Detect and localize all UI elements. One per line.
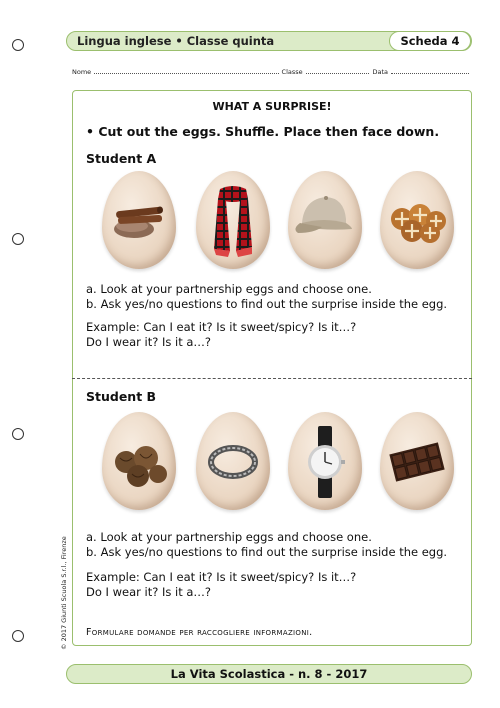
egg-card[interactable]	[380, 171, 454, 269]
student-b-line-a: a. Look at your partnership eggs and choose one.	[86, 530, 372, 544]
hot-cross-buns-icon	[380, 171, 454, 269]
egg-row-b	[102, 412, 462, 512]
student-b-example-1: Example: Can I eat it? Is it sweet/spicy? Is it…?	[86, 570, 357, 584]
student-a-example-2: Do I wear it? Is it a…?	[86, 335, 212, 349]
chocolate-icon	[380, 412, 454, 510]
student-a-heading: Student A	[86, 151, 157, 166]
egg-card[interactable]	[288, 171, 362, 269]
student-a-line-b: b. Ask yes/no questions to find out the surprise inside the egg.	[86, 297, 448, 311]
learning-goal-caption: Formulare domande per raccogliere informazioni.	[86, 627, 313, 638]
sheet-label: Scheda 4	[389, 31, 471, 51]
form-line	[72, 68, 472, 76]
date-label: Data	[372, 68, 388, 76]
class-label: Classe	[281, 68, 303, 76]
egg-card[interactable]	[196, 171, 270, 269]
binder-hole-3	[12, 428, 24, 440]
nutmeg-icon	[102, 412, 176, 510]
cut-line	[72, 378, 472, 379]
egg-card[interactable]	[288, 412, 362, 510]
egg-row-a	[102, 171, 462, 271]
copyright-note: © 2017 Giunti Scuola S.r.l., Firenze	[60, 536, 68, 650]
binder-hole-2	[12, 233, 24, 245]
student-b-example-2: Do I wear it? Is it a…?	[86, 585, 212, 599]
date-field[interactable]	[391, 68, 469, 74]
class-field[interactable]	[306, 68, 370, 74]
instruction: • Cut out the eggs. Shuffle. Place then face down.	[86, 124, 440, 139]
worksheet-title: WHAT A SURPRISE!	[212, 100, 332, 113]
header-bar	[66, 31, 472, 51]
name-field[interactable]	[94, 68, 278, 74]
student-b-line-b: b. Ask yes/no questions to find out the surprise inside the egg.	[86, 545, 448, 559]
cap-icon	[288, 171, 362, 269]
scarf-icon	[196, 171, 270, 269]
student-a-line-a: a. Look at your partnership eggs and choose one.	[86, 282, 372, 296]
binder-hole-4	[12, 630, 24, 642]
egg-card[interactable]	[380, 412, 454, 510]
footer-bar: La Vita Scolastica - n. 8 - 2017	[66, 664, 472, 684]
name-label: Nome	[72, 68, 92, 76]
egg-card[interactable]	[196, 412, 270, 510]
student-a-example-1: Example: Can I eat it? Is it sweet/spicy? Is it…?	[86, 320, 357, 334]
subject-label: Lingua inglese • Classe quinta	[77, 34, 275, 48]
bracelet-icon	[196, 412, 270, 510]
egg-card[interactable]	[102, 171, 176, 269]
watch-icon	[288, 412, 362, 510]
binder-hole-1	[12, 39, 24, 51]
cinnamon-icon	[102, 171, 176, 269]
student-b-heading: Student B	[86, 389, 157, 404]
egg-card[interactable]	[102, 412, 176, 510]
